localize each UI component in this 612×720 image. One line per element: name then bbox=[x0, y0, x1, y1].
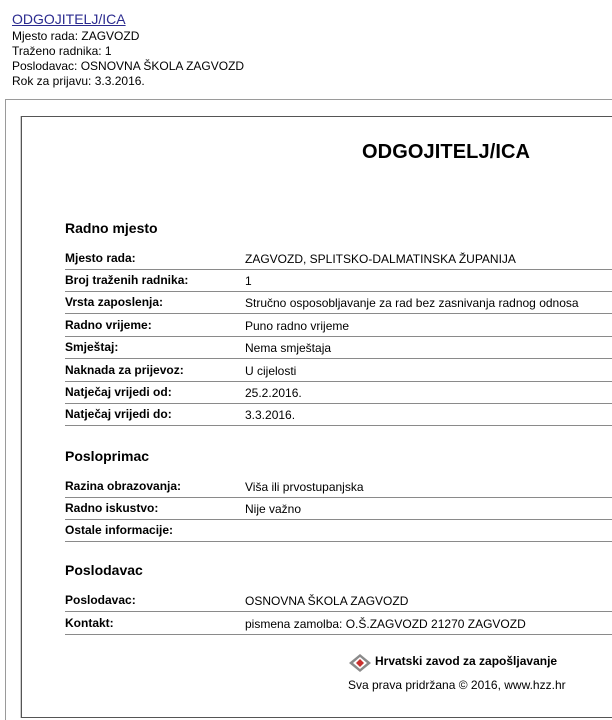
summary-count: Traženo radnika: 1 bbox=[12, 44, 112, 58]
row-label: Mjesto rada: bbox=[65, 251, 136, 265]
row-label: Radno iskustvo: bbox=[65, 501, 159, 515]
table-row bbox=[65, 247, 612, 270]
row-label: Smještaj: bbox=[65, 340, 119, 354]
row-value: Puno radno vrijeme bbox=[245, 319, 350, 333]
row-label: Poslodavac: bbox=[65, 593, 136, 607]
table-row bbox=[65, 291, 612, 314]
table-row bbox=[65, 381, 612, 404]
table-row bbox=[65, 519, 612, 542]
row-label: Vrsta zaposlenja: bbox=[65, 295, 164, 309]
row-value: 1 bbox=[245, 274, 252, 288]
table-row bbox=[65, 589, 612, 612]
row-value: OSNOVNA ŠKOLA ZAGVOZD bbox=[245, 594, 409, 608]
section-heading-radno-mjesto: Radno mjesto bbox=[65, 220, 158, 236]
row-value: U cijelosti bbox=[245, 364, 297, 378]
row-label: Naknada za prijevoz: bbox=[65, 363, 184, 377]
row-label: Kontakt: bbox=[65, 616, 114, 630]
row-value: 3.3.2016. bbox=[245, 408, 296, 422]
summary-employer: Poslodavac: OSNOVNA ŠKOLA ZAGVOZD bbox=[12, 59, 245, 73]
row-label: Radno vrijeme: bbox=[65, 318, 152, 332]
row-value: Viša ili prvostupanjska bbox=[245, 480, 364, 494]
table-row bbox=[65, 269, 612, 292]
job-title-link[interactable]: ODGOJITELJ/ICA bbox=[12, 11, 126, 27]
table-row bbox=[65, 336, 612, 359]
summary-location: Mjesto rada: ZAGVOZD bbox=[12, 29, 140, 43]
row-label: Ostale informacije: bbox=[65, 523, 174, 537]
hzz-logo-icon bbox=[348, 653, 372, 673]
row-value: ZAGVOZD, SPLITSKO-DALMATINSKA ŽUPANIJA bbox=[245, 252, 516, 266]
table-row bbox=[65, 475, 612, 498]
section-heading-posloprimac: Posloprimac bbox=[65, 448, 150, 464]
document-title: ODGOJITELJ/ICA bbox=[362, 141, 531, 163]
table-row bbox=[65, 497, 612, 520]
summary-deadline: Rok za prijavu: 3.3.2016. bbox=[12, 74, 145, 88]
row-value: Nije važno bbox=[245, 502, 302, 516]
footer-copyright: Sva prava pridržana © 2016, www.hzz.hr bbox=[348, 678, 566, 692]
row-value: Nema smještaja bbox=[245, 341, 332, 355]
table-row bbox=[65, 314, 612, 337]
table-row bbox=[65, 359, 612, 382]
row-value: Stručno osposobljavanje za rad bez zasnivanja radnog odnosa bbox=[245, 296, 579, 310]
row-label: Natječaj vrijedi od: bbox=[65, 385, 172, 399]
section-heading-poslodavac: Poslodavac bbox=[65, 562, 143, 578]
footer-organization: Hrvatski zavod za zapošljavanje bbox=[375, 654, 558, 668]
table-row bbox=[65, 403, 612, 426]
job-summary bbox=[12, 11, 244, 89]
table-row bbox=[65, 612, 612, 635]
row-label: Razina obrazovanja: bbox=[65, 479, 182, 493]
row-label: Broj traženih radnika: bbox=[65, 273, 189, 287]
row-value: pismena zamolba: O.Š.ZAGVOZD 21270 ZAGVOZD bbox=[245, 617, 526, 631]
row-value: 25.2.2016. bbox=[245, 386, 302, 400]
row-label: Natječaj vrijedi do: bbox=[65, 407, 172, 421]
job-document bbox=[21, 116, 612, 718]
